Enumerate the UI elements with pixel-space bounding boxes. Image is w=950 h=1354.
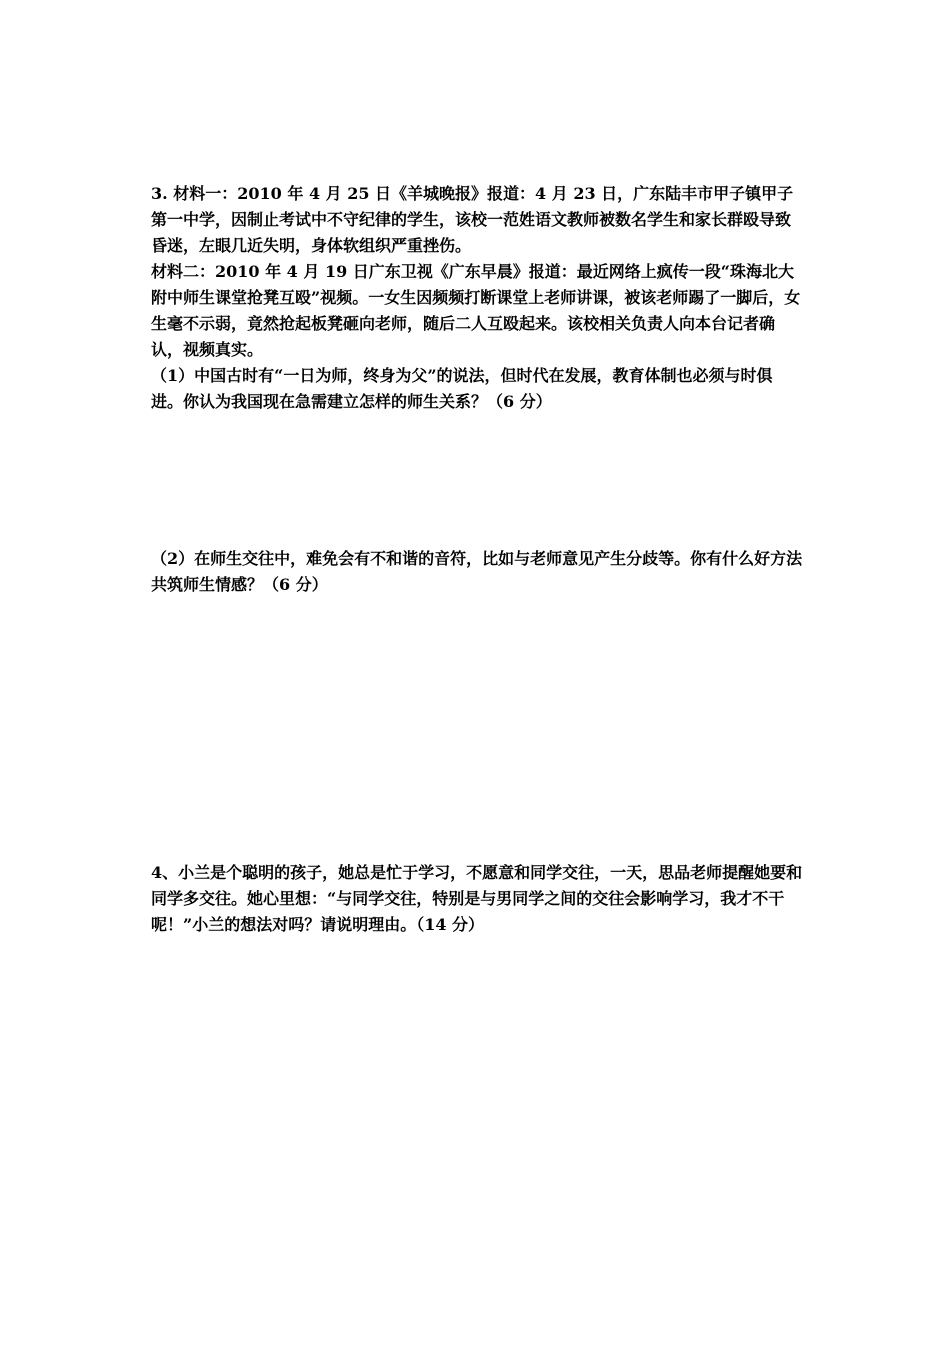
question-4 [151, 860, 803, 938]
question-4-text: 4、小兰是个聪明的孩子，她总是忙于学习，不愿意和同学交往，一天，思品老师提醒她要和同学多交往。她心里想：“与同学交往，特别是与男同学之间的交往会影响学习，我才不干呢！”小兰的想法对吗？请说明理由。（14 分） [151, 863, 803, 934]
question-3-material-1: 3. 材料一：2010 年 4 月 25 日《羊城晚报》报道：4 月 23 日，广东陆丰市甲子镇甲子第一中学，因制止考试中不守纪律的学生，该校一范姓语文教师被数名学生和家长群殴导致昏迷，左眼几近失明，身体软组织严重挫伤。 [151, 184, 794, 255]
question-3-sub-1: （1）中国古时有“一日为师，终身为父”的说法，但时代在发展，教育体制也必须与时俱进。你认为我国现在急需建立怎样的师生关系？（6 分） [151, 366, 773, 411]
question-3-sub-2: （2）在师生交往中，难免会有不和谐的音符，比如与老师意见产生分歧等。你有什么好方法共筑师生情感？（6 分） [151, 549, 803, 594]
question-3-material-2: 材料二：2010 年 4 月 19 日广东卫视《广东早晨》报道：最近网络上疯传一段“珠海北大附中师生课堂抢凳互殴”视频。一女生因频频打断课堂上老师讲课，被该老师踢了一脚后，女生毫不示弱，竟然抢起板凳砸向老师，随后二人互殴起来。该校相关负责人向本台记者确认，视频真实。 [151, 262, 801, 359]
question-3-part-2 [151, 546, 803, 598]
question-3 [151, 181, 803, 415]
